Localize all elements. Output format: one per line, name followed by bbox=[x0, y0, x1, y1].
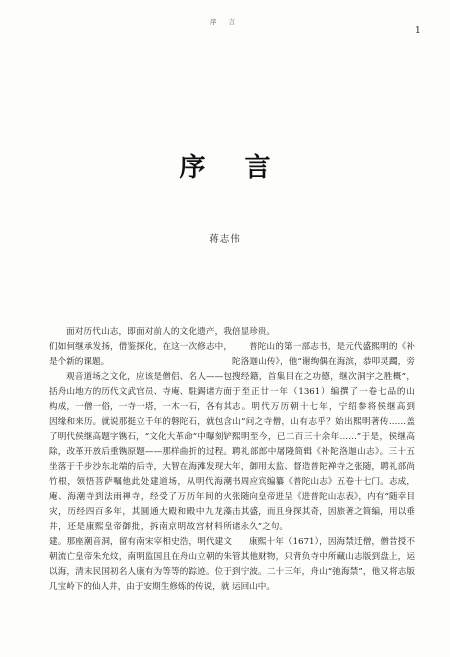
right-text-column bbox=[232, 325, 415, 595]
author-name: 蒋志伟 bbox=[209, 234, 241, 245]
left-text-column bbox=[49, 325, 232, 595]
paragraph-continuation: 倍显珍贵。 bbox=[232, 327, 275, 337]
paragraph: 观音道场之文化，应该是僧侣、名人——包括舟山地方的历代文武官员、寺庵、駐錫诸方面构成，一僧一俗，一寺一塔，一木一石，各有其因缘和来历。就说那挺立千年的磐陀石，就包含了明代侯继高题字镌石，“文化大革命”中曝刻铲除，改革开放后重镌原题——那样曲折的过程。坐落于千步沙东北端的后寺，大智在海滩发现大竹根，领悟菩萨嘱他此处建道场，从明代海潮庵、海潮寺到法雨禅寺，经受了万历年间的火灾，历经四百多年，其圆通大殿和殿中九龙藻井，还是康熙皇帝御批，拆南京明故宫材料所建。那座潮音洞，留有南宋宰相史浩，明代建文朝流亡皇帝朱允炆，南明监国且在舟山立朝的朱以海，清末民国初名人康有为等等的踪迹。位于几宝岭下的仙人井，由于安期生修炼的传说，就 bbox=[49, 372, 232, 592]
running-head: 序 言 bbox=[209, 18, 241, 26]
page-title: 序 言 bbox=[179, 153, 286, 183]
page-number: 1 bbox=[415, 26, 421, 36]
paragraph: 普陀山的第一部志书，是元代盛熙明的《补陀洛迦山传》，他“谢绚偶在海滨，恭叩灵躅，旁搜经籍，首集目在之功德，继次洞宇之胜概”，于至正廿一年（1361）编撰了一卷七品的山志。明代万历朝十七年，宁绍参将侯继高到山“问之寺僧，山有志乎？始出熙明著传……盖熙明至今，已二百三十余年……”于是，侯继高聘礼部郎中屠隆简辑《补陀洛迦山志》。三十五年，御用太监、督造普陀禅寺之张随，聘礼部尚书周应宾编纂《普陀山志》五卷十七门。志成，张随向皇帝进呈《进普陀山志表》，内有“随幸目击其盛，而且身探其奇，因旅著之简编，用以垂诸永久”之句。 bbox=[232, 342, 415, 532]
paragraph: 康熙十年（1671），因海禁迁僧，僧昔授不管其他财物，只背负寺中所藏山志版到盘上，运到宁波。二十三年，舟山“弛海禁”，他又将志版运回山中。 bbox=[232, 537, 415, 592]
paragraph: 面对历代山志，即面对前人的文化遗产，我们如何继承发扬，借鉴探化，在这一次修志中，是个新的课题。 bbox=[49, 327, 232, 367]
